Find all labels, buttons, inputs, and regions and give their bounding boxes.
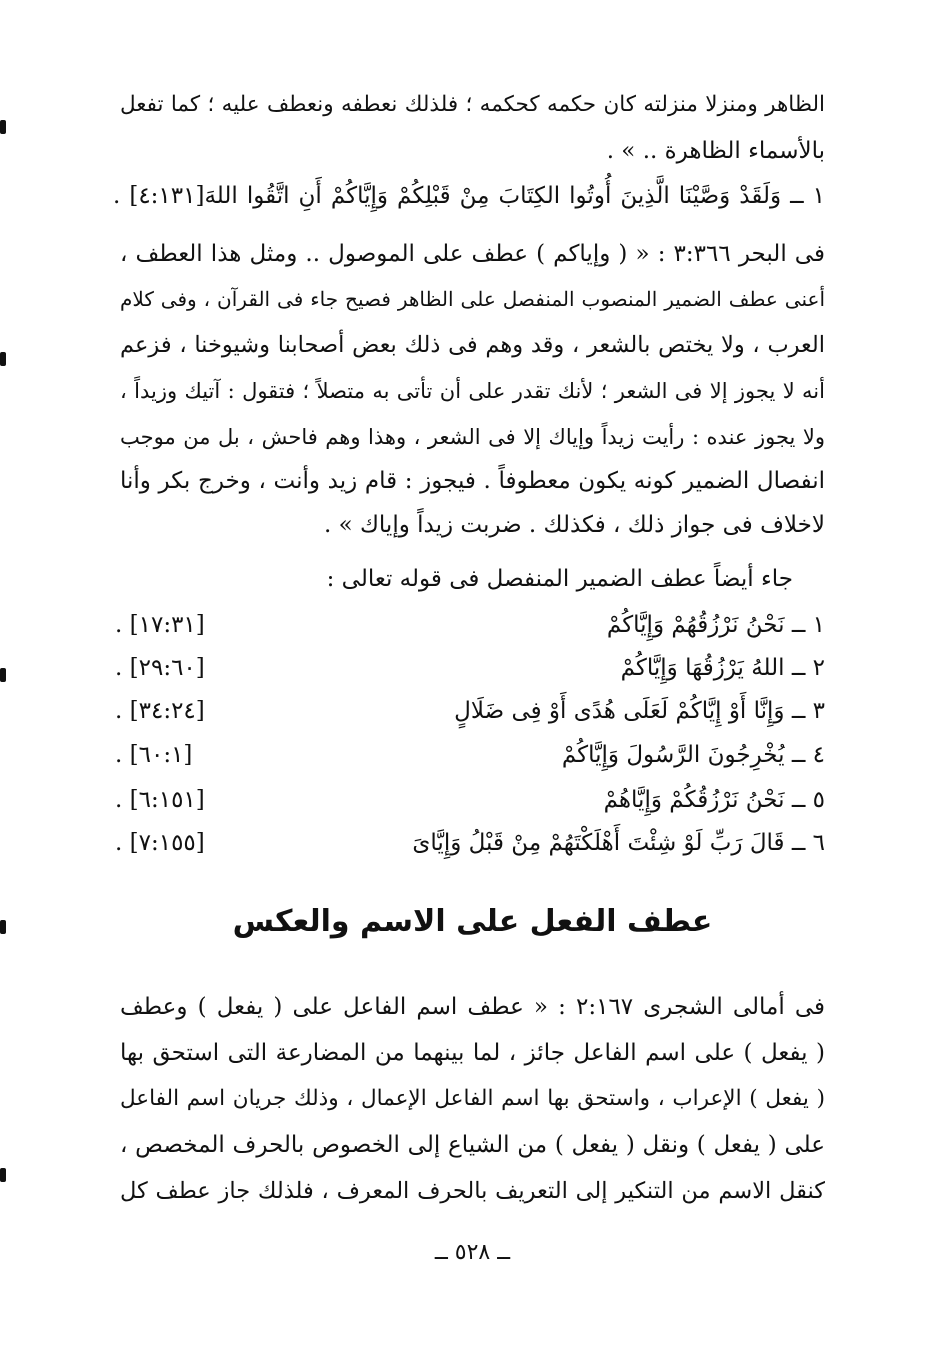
paragraph-line: ( يفعل ) الإعراب ، واستحق بها اسم الفاعل الإعمال ، وذلك جريان اسم الفاعل bbox=[120, 1086, 825, 1111]
paragraph-line: لاخلاف فى جواز ذلك ، فكذلك . ضربت زيداً وإياك » . bbox=[323, 512, 825, 538]
binding-mark bbox=[0, 352, 6, 366]
verse-text: ٤ ــ يُخْرِجُونَ الرَّسُولَ وَإِيَّاكُمْ bbox=[561, 742, 825, 768]
verse-reference: [٧:١٥٥] . bbox=[115, 830, 205, 856]
binding-mark bbox=[0, 920, 6, 934]
paragraph-line: أنه لا يجوز إلا فى الشعر ؛ لأنك تقدر على أن تأتى به متصلاً ؛ فتقول : آتيك وزيداً ، bbox=[120, 379, 825, 403]
verse-row bbox=[115, 650, 825, 686]
binding-mark bbox=[0, 1168, 6, 1182]
paragraph-line: كنقل الاسم من التنكير إلى التعريف بالحرف المعرف ، فلذلك جاز عطف كل bbox=[120, 1178, 825, 1204]
binding-mark bbox=[0, 120, 6, 134]
paragraph-line: بالأسماء الظاهرة .. » . bbox=[606, 138, 825, 164]
verse-text: ١ ــ نَحْنُ نَرْزُقُهُمْ وَإِيَّاكُمْ bbox=[606, 612, 825, 638]
paragraph-line: فى أمالى الشجرى ٢:١٦٧ : « عطف اسم الفاعل على ( يفعل ) وعطف bbox=[120, 994, 826, 1020]
page-number: ــ ٥٢٨ ــ bbox=[434, 1240, 511, 1265]
paragraph-line: أعنى عطف الضمير المنصوب المنفصل على الظاهر فصيح جاء فى القرآن ، وفى كلام bbox=[120, 287, 825, 311]
paragraph-line: ولا يجوز عنده : رأيت زيداً وإياك إلا فى الشعر ، وهذا وهم فاحش ، بل من موجب bbox=[120, 425, 825, 449]
paragraph-line: الظاهر ومنزلا منزلته كان حكمه كحكمه ؛ فلذلك نعطفه ونعطف عليه ؛ كما تفعل bbox=[120, 92, 825, 117]
quran-verse-line: ١ ــ وَلَقَدْ وَصَّيْنَا الَّذِينَ أُوتُوا الكِتَابَ مِنْ قَبْلِكُمْ وَإِيَّاكُمْ أَنِ اتَّقُوا اللهَ[٤:١٣١] . bbox=[113, 183, 825, 209]
verse-row bbox=[115, 693, 825, 729]
verse-row bbox=[115, 607, 825, 643]
binding-mark bbox=[0, 668, 6, 682]
paragraph-line: العرب ، ولا يختص بالشعر ، وقد وهم فى ذلك بعض أصحابنا وشيوخنا ، فزعم bbox=[120, 332, 825, 358]
verse-row bbox=[115, 737, 825, 773]
verse-reference: [٢٩:٦٠] . bbox=[115, 655, 205, 681]
verse-reference: [٣٤:٢٤] . bbox=[115, 698, 205, 724]
verse-text: ٦ ــ قَالَ رَبِّ لَوْ شِئْتَ أَهْلَكْتَهُمْ مِنْ قَبْلُ وَإِيَّاىَ bbox=[412, 830, 825, 856]
verse-text: ٣ ــ وَإِنَّا أَوْ إِيَّاكُمْ لَعَلَى هُدًى أَوْ فِى ضَلَالٍ bbox=[454, 698, 825, 724]
paragraph-line: انفصال الضمير كونه يكون معطوفاً . فيجوز : قام زيد وأنت ، وخرج بكر وأنا bbox=[120, 468, 825, 494]
verse-text: ٥ ــ نَحْنُ نَرْزُقُكُمْ وَإِيَّاهُمْ bbox=[603, 787, 825, 813]
verse-reference: [٦٠:١] . bbox=[115, 742, 193, 768]
section-heading: عطف الفعل على الاسم والعكس bbox=[232, 904, 713, 939]
paragraph-line: ( يفعل ) على اسم الفاعل جائز ، لما بينهما من المضارعة التى استحق بها bbox=[120, 1040, 825, 1066]
paragraph-line: على ( يفعل ) ونقل ( يفعل ) من الشياع إلى الخصوص بالحرف المخصص ، bbox=[120, 1132, 825, 1158]
verse-reference: [٦:١٥١] . bbox=[115, 787, 205, 813]
verse-row bbox=[115, 825, 825, 861]
verse-reference: [١٧:٣١] . bbox=[115, 612, 205, 638]
intro-line: جاء أيضاً عطف الضمير المنفصل فى قوله تعالى : bbox=[326, 566, 793, 592]
paragraph-line: فى البحر ٣:٣٦٦ : « ( وإياكم ) عطف على الموصول .. ومثل هذا العطف ، bbox=[120, 241, 825, 267]
verse-text: ٢ ــ اللهُ يَرْزُقُهَا وَإِيَّاكُمْ bbox=[620, 655, 825, 681]
verse-row bbox=[115, 782, 825, 818]
